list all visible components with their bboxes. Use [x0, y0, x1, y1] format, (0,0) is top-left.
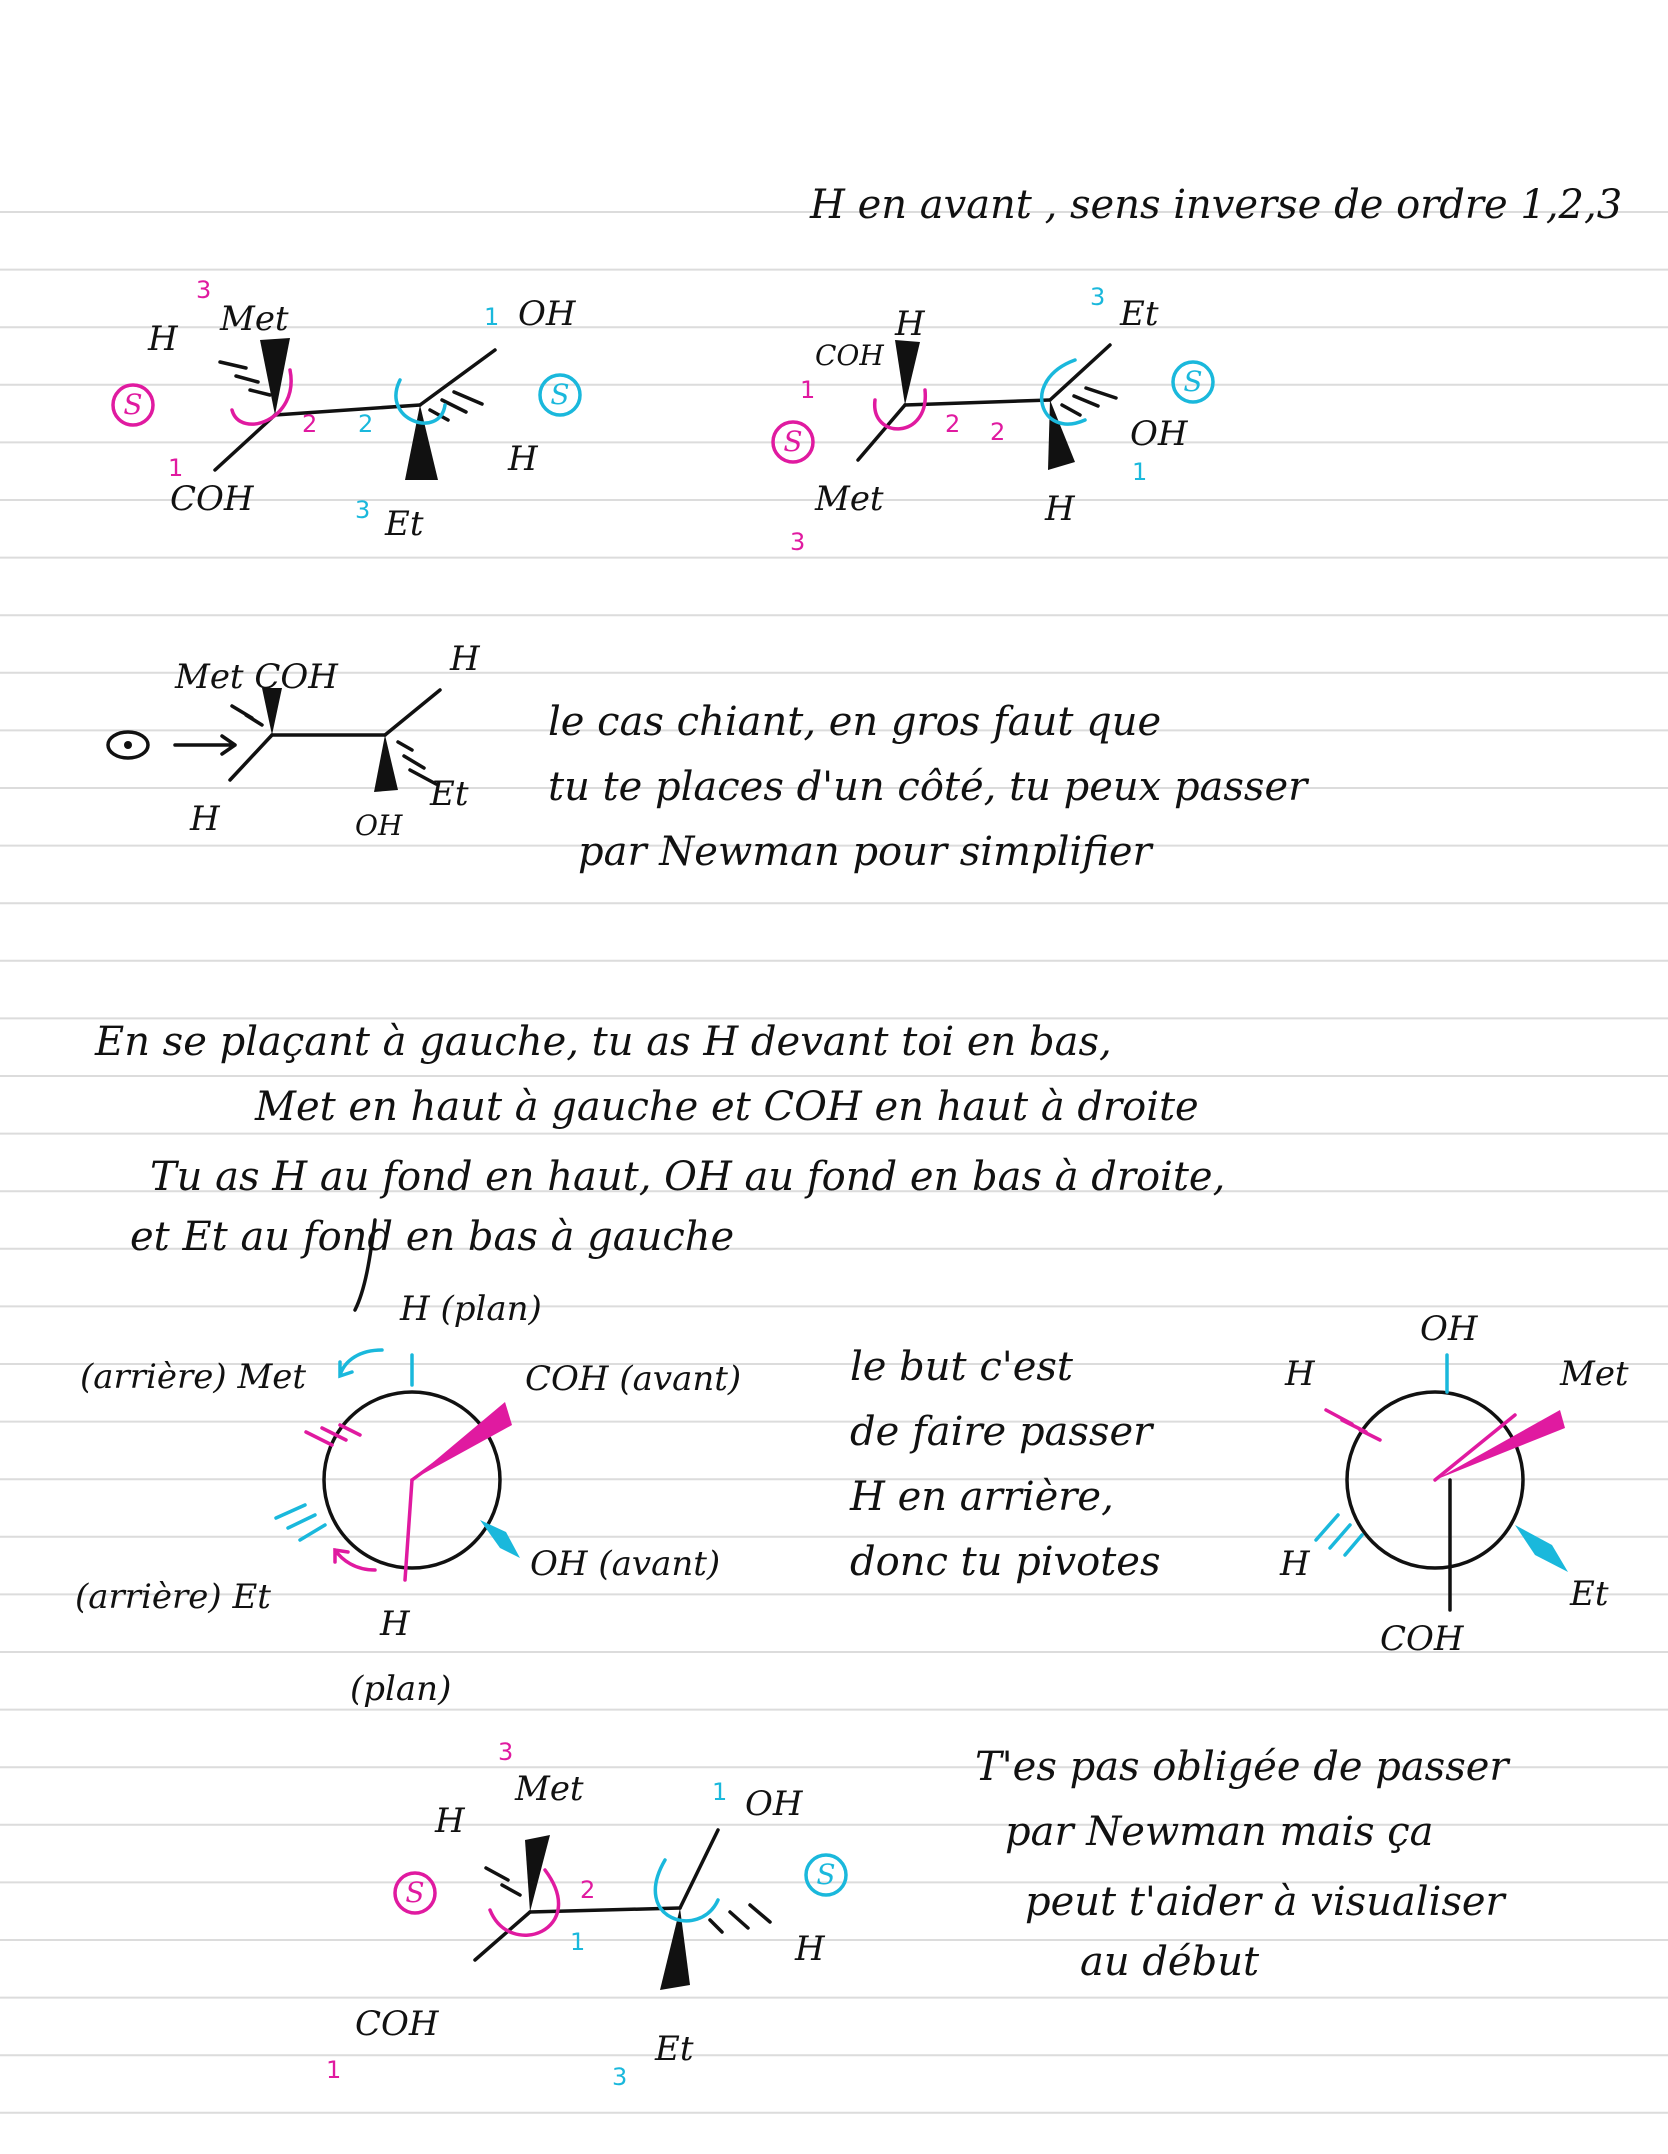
label-oh: OH — [1420, 1309, 1478, 1349]
note-newman-line-2: de faire passer — [850, 1409, 1153, 1455]
note-bottom-line-3: peut t'aider à visualiser — [1025, 1879, 1505, 1925]
paragraph-line-4: et Et au fond en bas à gauche — [130, 1214, 735, 1260]
molecule-1 — [113, 276, 580, 544]
hash-met — [232, 706, 262, 725]
rotate-arrow-bottom — [335, 1550, 375, 1570]
label-et: (arrière) Et — [75, 1577, 271, 1617]
num-c-left: 2 — [580, 1876, 596, 1904]
hash-h-left — [220, 362, 270, 395]
note-bottom-line-1: T'es pas obligée de passer — [975, 1744, 1509, 1790]
label-et: Et — [385, 504, 424, 544]
paragraph-line-3: Tu as H au fond en haut, OH au fond en bas à droite, — [150, 1154, 1226, 1200]
bond-h-bottom — [230, 735, 272, 780]
note-newman-line-1: le but c'est — [850, 1344, 1074, 1390]
note-top: H en avant , sens inverse de ordre 1,2,3 — [810, 182, 1623, 228]
molecule-4 — [326, 1738, 846, 2091]
label-met: Met — [220, 299, 289, 339]
num-c-right: 1 — [570, 1928, 586, 1956]
num-et: 3 — [1090, 283, 1106, 311]
bond-oh — [420, 350, 495, 405]
label-h-bottom: H — [380, 1604, 410, 1644]
molecule-3 — [108, 639, 481, 842]
bond-met — [858, 405, 905, 460]
wedge-oh — [374, 735, 398, 792]
label-coh: COH — [815, 339, 884, 372]
label-h-bottom: H — [1045, 489, 1075, 529]
rotate-arrow-top — [340, 1350, 382, 1376]
label-coh: COH — [1380, 1619, 1464, 1659]
label-coh: COH — [170, 479, 254, 519]
molecule-2 — [773, 283, 1213, 556]
label-h-right: H — [795, 1929, 825, 1969]
label-oh: OH — [518, 294, 576, 334]
num-oh: 1 — [1132, 458, 1148, 486]
label-h-right: H — [508, 439, 538, 479]
c-c-bond — [530, 1908, 680, 1912]
note-newman-line-3: H en arrière, — [850, 1474, 1114, 1520]
num-c-left: 2 — [945, 410, 961, 438]
label-met: Met — [815, 479, 884, 519]
note-middle — [548, 699, 1310, 875]
bond-h-top — [385, 690, 440, 735]
label-oh: OH — [745, 1784, 803, 1824]
label-oh: OH (avant) — [530, 1544, 721, 1584]
label-plan-bottom: (plan) — [350, 1669, 452, 1709]
config-left: S — [123, 388, 143, 421]
rotation-arrow-left — [490, 1870, 559, 1935]
hash-h-right — [710, 1905, 770, 1932]
note-mid-line-3: par Newman pour simplifier — [578, 829, 1152, 875]
paragraph-line-2: Met en haut à gauche et COH en haut à droite — [255, 1084, 1199, 1130]
label-et: Et — [1120, 294, 1159, 334]
paragraph — [94, 1019, 1225, 1310]
bond-oh — [680, 1830, 718, 1908]
note-newman — [849, 1344, 1160, 1585]
note-newman-line-4: donc tu pivotes — [850, 1539, 1161, 1585]
config-left: S — [783, 425, 803, 458]
label-h-left: H — [148, 319, 178, 359]
label-h-bottom: H — [190, 799, 220, 839]
config-right: S — [1183, 365, 1203, 398]
hash-et — [276, 1505, 325, 1540]
num-et: 3 — [355, 496, 371, 524]
newman-projection-1 — [75, 1289, 741, 1709]
config-right: S — [816, 1858, 836, 1891]
label-h-top: H — [895, 304, 925, 344]
num-met: 3 — [196, 276, 212, 304]
num-et: 3 — [612, 2063, 628, 2091]
label-h-top: H — [450, 639, 480, 679]
newman-projection-2 — [1279, 1309, 1629, 1659]
wedge-et — [405, 405, 438, 480]
hash-h-right — [430, 392, 482, 420]
label-h-left: H — [1285, 1354, 1315, 1394]
note-bottom-line-2: par Newman mais ça — [1005, 1809, 1434, 1855]
num-c-right: 2 — [990, 418, 1006, 446]
label-h-bottom-left: H — [1280, 1544, 1310, 1584]
note-bottom — [975, 1744, 1511, 1985]
hash-h-bottom-left — [1316, 1515, 1362, 1555]
label-h: H — [435, 1801, 465, 1841]
wedge-h — [895, 340, 920, 405]
label-met: Met — [515, 1769, 584, 1809]
label-coh: COH (avant) — [525, 1359, 742, 1399]
num-coh: 1 — [800, 376, 816, 404]
view-arrow-icon — [175, 736, 235, 754]
note-mid-line-2: tu te places d'un côté, tu peux passer — [548, 764, 1308, 810]
note-mid-line-1: le cas chiant, en gros faut que — [548, 699, 1162, 745]
label-oh: OH — [355, 809, 403, 842]
hash-h-left — [1326, 1410, 1380, 1440]
paragraph-line-1: En se plaçant à gauche, tu as H devant toi en bas, — [95, 1019, 1112, 1065]
label-coh: COH — [355, 2004, 439, 2044]
config-right: S — [550, 378, 570, 411]
label-oh: OH — [1130, 414, 1188, 454]
num-c-left: 2 — [302, 410, 318, 438]
num-coh: 1 — [168, 454, 184, 482]
label-met: Met — [1560, 1354, 1629, 1394]
num-coh: 1 — [326, 2056, 342, 2084]
bond-h-front — [405, 1480, 412, 1580]
hash-h — [486, 1868, 520, 1895]
label-et: Et — [430, 774, 469, 814]
wedge-oh — [480, 1520, 520, 1558]
wedge-et — [1515, 1525, 1568, 1572]
label-et: Et — [655, 2029, 694, 2069]
wedge-coh — [412, 1402, 512, 1480]
num-oh: 1 — [484, 303, 500, 331]
note-bottom-line-4: au début — [1080, 1939, 1260, 1985]
label-met-coh: Met COH — [175, 657, 338, 697]
label-met: (arrière) Met — [80, 1357, 307, 1397]
num-met: 3 — [790, 528, 806, 556]
config-left: S — [405, 1876, 425, 1909]
num-oh: 1 — [712, 1778, 728, 1806]
num-met: 3 — [498, 1738, 514, 1766]
label-et: Et — [1570, 1574, 1609, 1614]
hash-oh — [1062, 388, 1116, 415]
eye-pupil-icon — [124, 741, 132, 749]
label-h-plan-top: H (plan) — [400, 1289, 542, 1329]
num-c-right: 2 — [358, 410, 374, 438]
